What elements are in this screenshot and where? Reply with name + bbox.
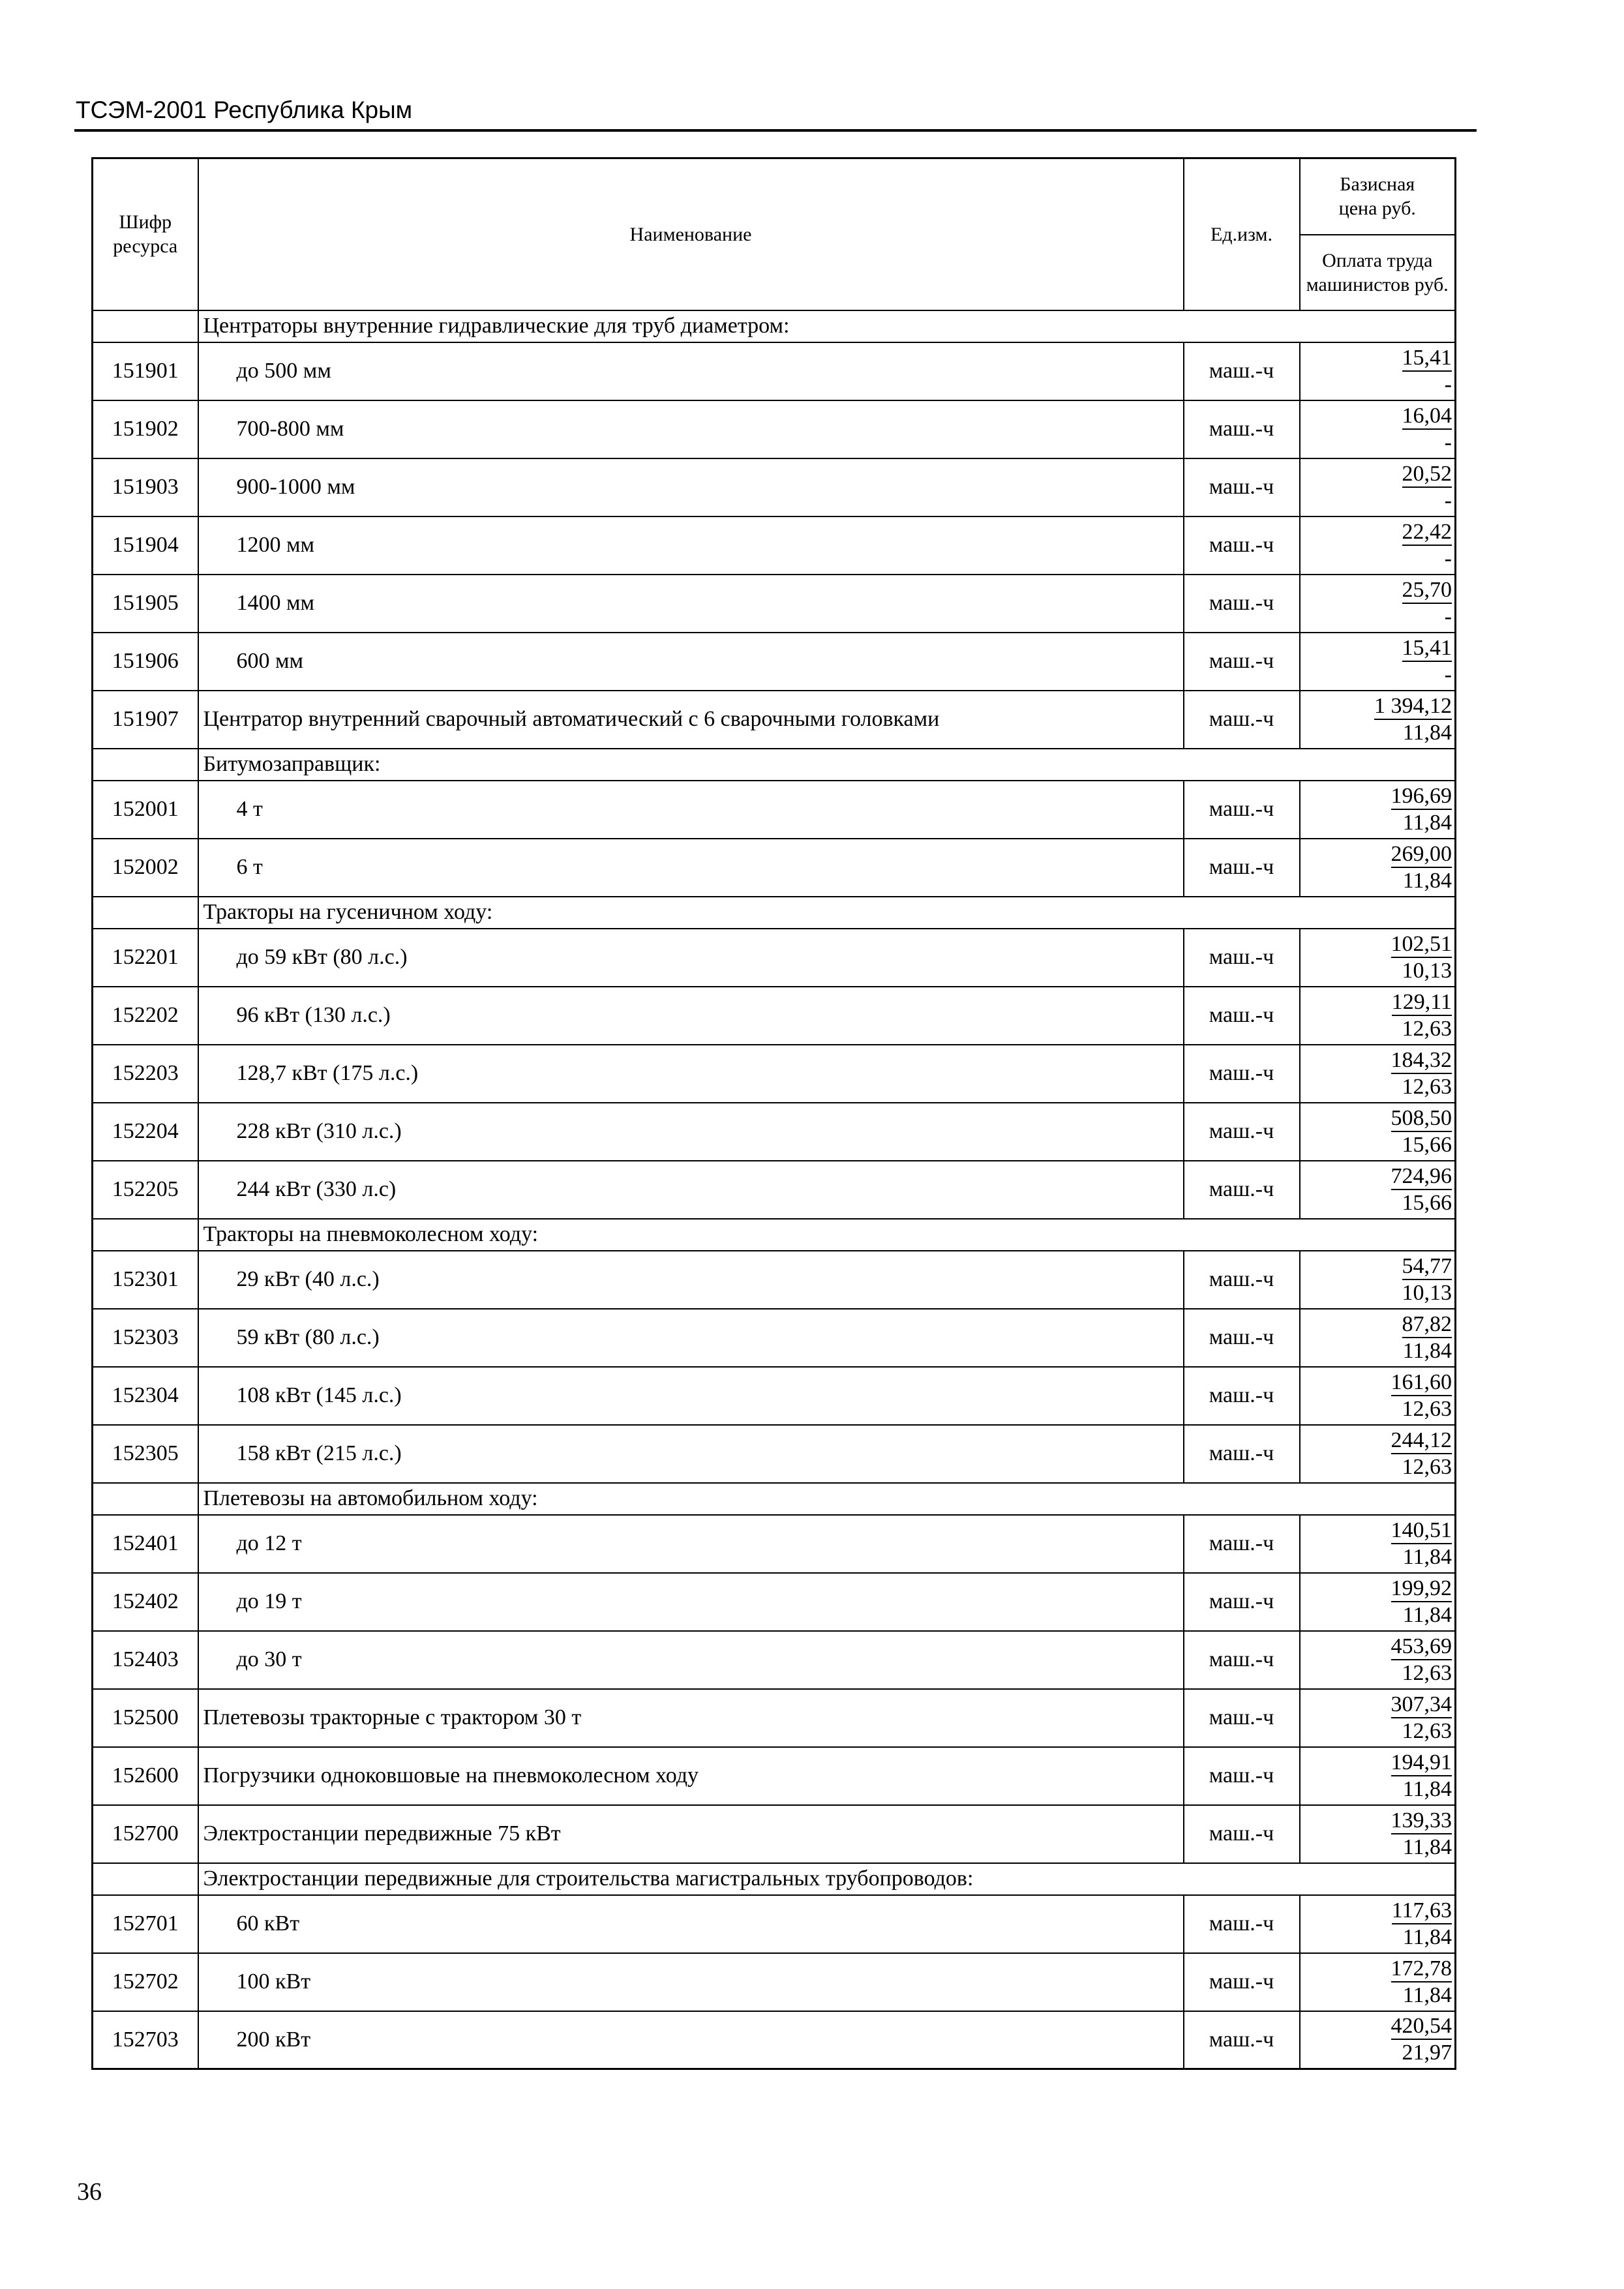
- unit-of-measure: маш.-ч: [1184, 1425, 1300, 1483]
- labor-cost: 11,84: [1402, 1544, 1452, 1569]
- unit-of-measure: маш.-ч: [1184, 1953, 1300, 2011]
- resource-name: Центратор внутренний сварочный автоматический с 6 сварочными головками: [198, 691, 1184, 749]
- price-cell: [1300, 575, 1456, 633]
- price-cell: [1300, 839, 1456, 897]
- resource-name: 29 кВт (40 л.с.): [198, 1251, 1184, 1309]
- resource-code: 152202: [93, 987, 198, 1045]
- unit-of-measure: маш.-ч: [1184, 633, 1300, 691]
- group-title: Плетевозы на автомобильном ходу:: [198, 1483, 1456, 1515]
- price-cell: [1300, 516, 1456, 575]
- table-row: [93, 575, 1456, 633]
- resource-code: 152303: [93, 1309, 198, 1367]
- unit-of-measure: маш.-ч: [1184, 1631, 1300, 1689]
- labor-cost: 12,63: [1402, 1016, 1452, 1041]
- labor-cost: 11,84: [1402, 1924, 1452, 1949]
- base-price: 184,32: [1391, 1048, 1452, 1074]
- resource-code: 152500: [93, 1689, 198, 1747]
- table-row: [93, 1895, 1456, 1953]
- base-price: 724,96: [1391, 1164, 1452, 1190]
- unit-of-measure: маш.-ч: [1184, 1251, 1300, 1309]
- price-cell: [1300, 2011, 1456, 2069]
- header-rule: [74, 129, 1477, 132]
- resource-name: до 12 т: [198, 1515, 1184, 1573]
- resource-code: 152402: [93, 1573, 198, 1631]
- page-number: 36: [77, 2178, 102, 2206]
- base-price: 25,70: [1402, 578, 1452, 604]
- labor-cost: 11,84: [1402, 1834, 1452, 1859]
- base-price: 196,69: [1391, 784, 1452, 810]
- resource-code: 151902: [93, 400, 198, 458]
- base-price: 420,54: [1391, 2014, 1452, 2040]
- labor-cost: 12,63: [1402, 1074, 1452, 1099]
- unit-of-measure: маш.-ч: [1184, 987, 1300, 1045]
- resource-name: 100 кВт: [198, 1953, 1184, 2011]
- price-cell: [1300, 1805, 1456, 1863]
- unit-of-measure: маш.-ч: [1184, 1103, 1300, 1161]
- unit-of-measure: маш.-ч: [1184, 516, 1300, 575]
- base-price: 102,51: [1391, 932, 1452, 958]
- base-price: 244,12: [1391, 1428, 1452, 1454]
- base-price: 194,91: [1391, 1750, 1452, 1776]
- group-header-row: [93, 1483, 1456, 1515]
- table-body: [93, 310, 1456, 2069]
- group-code-cell: [93, 310, 198, 342]
- labor-cost: 15,66: [1402, 1132, 1452, 1157]
- unit-of-measure: маш.-ч: [1184, 1689, 1300, 1747]
- base-price: 117,63: [1392, 1898, 1452, 1924]
- price-cell: [1300, 1631, 1456, 1689]
- price-cell: [1300, 633, 1456, 691]
- labor-cost: 10,13: [1402, 958, 1452, 983]
- group-header-row: [93, 897, 1456, 929]
- table-row: [93, 1251, 1456, 1309]
- table-row: [93, 929, 1456, 987]
- resource-code: 152702: [93, 1953, 198, 2011]
- resource-name: 6 т: [198, 839, 1184, 897]
- table-row: [93, 516, 1456, 575]
- resource-code: 151905: [93, 575, 198, 633]
- resource-name: 59 кВт (80 л.с.): [198, 1309, 1184, 1367]
- table-row: [93, 1161, 1456, 1219]
- price-cell: [1300, 1895, 1456, 1953]
- labor-cost: 11,84: [1402, 1776, 1452, 1801]
- group-title: Тракторы на гусеничном ходу:: [198, 897, 1456, 929]
- labor-cost: -: [1444, 604, 1452, 629]
- resource-code: 151906: [93, 633, 198, 691]
- resource-name: 244 кВт (330 л.с): [198, 1161, 1184, 1219]
- table-row: [93, 342, 1456, 400]
- resource-code: 152201: [93, 929, 198, 987]
- labor-cost: 21,97: [1402, 2041, 1452, 2065]
- table-row: [93, 1805, 1456, 1863]
- table-row: [93, 1515, 1456, 1573]
- unit-of-measure: маш.-ч: [1184, 1805, 1300, 1863]
- unit-of-measure: маш.-ч: [1184, 1747, 1300, 1805]
- labor-cost: 11,84: [1402, 1602, 1452, 1627]
- group-header-row: [93, 310, 1456, 342]
- base-price: 129,11: [1392, 990, 1452, 1016]
- resource-name: до 19 т: [198, 1573, 1184, 1631]
- price-cell: [1300, 1573, 1456, 1631]
- resource-name: 96 кВт (130 л.с.): [198, 987, 1184, 1045]
- labor-cost: -: [1444, 372, 1452, 396]
- resource-code: 152403: [93, 1631, 198, 1689]
- table-row: [93, 633, 1456, 691]
- price-cell: [1300, 1309, 1456, 1367]
- unit-of-measure: маш.-ч: [1184, 1309, 1300, 1367]
- base-price: 1 394,12: [1374, 694, 1452, 720]
- labor-cost: 12,63: [1402, 1718, 1452, 1743]
- unit-of-measure: маш.-ч: [1184, 781, 1300, 839]
- unit-of-measure: маш.-ч: [1184, 575, 1300, 633]
- unit-of-measure: маш.-ч: [1184, 1367, 1300, 1425]
- resource-code: 152700: [93, 1805, 198, 1863]
- base-price: 508,50: [1391, 1106, 1452, 1132]
- group-title: Электростанции передвижные для строительства магистральных трубопроводов:: [198, 1863, 1456, 1895]
- price-cell: [1300, 1953, 1456, 2011]
- resource-name: 200 кВт: [198, 2011, 1184, 2069]
- group-title: Битумозаправщик:: [198, 749, 1456, 781]
- resource-name: до 500 мм: [198, 342, 1184, 400]
- table-row: [93, 1309, 1456, 1367]
- table-row: [93, 691, 1456, 749]
- base-price: 307,34: [1391, 1692, 1452, 1718]
- base-price: 22,42: [1402, 520, 1452, 546]
- header-name: Наименование: [198, 158, 1184, 310]
- group-code-cell: [93, 1219, 198, 1251]
- price-cell: [1300, 458, 1456, 516]
- price-cell: [1300, 1251, 1456, 1309]
- resource-name: Электростанции передвижные 75 кВт: [198, 1805, 1184, 1863]
- resource-code: 152401: [93, 1515, 198, 1573]
- table-row: [93, 781, 1456, 839]
- table-row: [93, 1631, 1456, 1689]
- group-header-row: [93, 1219, 1456, 1251]
- base-price: 172,78: [1391, 1956, 1452, 1982]
- labor-cost: 11,84: [1402, 868, 1452, 893]
- price-cell: [1300, 1515, 1456, 1573]
- unit-of-measure: маш.-ч: [1184, 1045, 1300, 1103]
- price-cell: [1300, 1689, 1456, 1747]
- resource-name: до 30 т: [198, 1631, 1184, 1689]
- labor-cost: 12,63: [1402, 1396, 1452, 1421]
- resource-name: Плетевозы тракторные с трактором 30 т: [198, 1689, 1184, 1747]
- resource-code: 152701: [93, 1895, 198, 1953]
- price-cell: [1300, 691, 1456, 749]
- price-cell: [1300, 342, 1456, 400]
- group-code-cell: [93, 1863, 198, 1895]
- labor-cost: 11,84: [1402, 1982, 1452, 2007]
- unit-of-measure: маш.-ч: [1184, 929, 1300, 987]
- table-row: [93, 458, 1456, 516]
- table-row: [93, 1953, 1456, 2011]
- price-cell: [1300, 1045, 1456, 1103]
- resource-code: 151901: [93, 342, 198, 400]
- resource-name: 700-800 мм: [198, 400, 1184, 458]
- resource-code: 152205: [93, 1161, 198, 1219]
- table-row: [93, 2011, 1456, 2069]
- table-row: [93, 1367, 1456, 1425]
- unit-of-measure: маш.-ч: [1184, 400, 1300, 458]
- base-price: 15,41: [1402, 346, 1452, 372]
- resource-code: 152001: [93, 781, 198, 839]
- price-cell: [1300, 1747, 1456, 1805]
- resource-name: 4 т: [198, 781, 1184, 839]
- base-price: 20,52: [1402, 462, 1452, 488]
- unit-of-measure: маш.-ч: [1184, 1895, 1300, 1953]
- labor-cost: 11,84: [1402, 810, 1452, 835]
- resource-code: 152304: [93, 1367, 198, 1425]
- resource-code: 152002: [93, 839, 198, 897]
- resource-code: 152301: [93, 1251, 198, 1309]
- labor-cost: 11,84: [1402, 720, 1452, 745]
- unit-of-measure: маш.-ч: [1184, 1161, 1300, 1219]
- resource-name: 600 мм: [198, 633, 1184, 691]
- machine-price-table: [91, 157, 1456, 2070]
- resource-code: 152600: [93, 1747, 198, 1805]
- table-row: [93, 839, 1456, 897]
- table-row: [93, 1045, 1456, 1103]
- resource-code: 152703: [93, 2011, 198, 2069]
- unit-of-measure: маш.-ч: [1184, 342, 1300, 400]
- resource-code: 151904: [93, 516, 198, 575]
- group-code-cell: [93, 897, 198, 929]
- unit-of-measure: маш.-ч: [1184, 2011, 1300, 2069]
- resource-code: 152203: [93, 1045, 198, 1103]
- unit-of-measure: маш.-ч: [1184, 1515, 1300, 1573]
- labor-cost: 11,84: [1402, 1338, 1452, 1363]
- group-code-cell: [93, 1483, 198, 1515]
- price-cell: [1300, 929, 1456, 987]
- resource-code: 151907: [93, 691, 198, 749]
- labor-cost: -: [1444, 662, 1452, 687]
- resource-name: 900-1000 мм: [198, 458, 1184, 516]
- group-title: Тракторы на пневмоколесном ходу:: [198, 1219, 1456, 1251]
- price-cell: [1300, 781, 1456, 839]
- header-unit: Ед.изм.: [1184, 158, 1300, 310]
- base-price: 139,33: [1391, 1808, 1452, 1834]
- price-cell: [1300, 1161, 1456, 1219]
- resource-code: 152204: [93, 1103, 198, 1161]
- unit-of-measure: маш.-ч: [1184, 1573, 1300, 1631]
- resource-name: 1200 мм: [198, 516, 1184, 575]
- group-title: Центраторы внутренние гидравлические для труб диаметром:: [198, 310, 1456, 342]
- table-row: [93, 1689, 1456, 1747]
- labor-cost: -: [1444, 430, 1452, 455]
- resource-name: до 59 кВт (80 л.с.): [198, 929, 1184, 987]
- table-row: [93, 1103, 1456, 1161]
- resource-code: 151903: [93, 458, 198, 516]
- base-price: 161,60: [1391, 1370, 1452, 1396]
- resource-name: Погрузчики одноковшовые на пневмоколесном ходу: [198, 1747, 1184, 1805]
- resource-name: 158 кВт (215 л.с.): [198, 1425, 1184, 1483]
- resource-name: 60 кВт: [198, 1895, 1184, 1953]
- table-row: [93, 1747, 1456, 1805]
- unit-of-measure: маш.-ч: [1184, 839, 1300, 897]
- page-header-title: ТСЭМ-2001 Республика Крым: [76, 97, 413, 123]
- resource-name: 108 кВт (145 л.с.): [198, 1367, 1184, 1425]
- resource-name: 1400 мм: [198, 575, 1184, 633]
- base-price: 15,41: [1402, 636, 1452, 662]
- unit-of-measure: маш.-ч: [1184, 458, 1300, 516]
- header-code: Шифр ресурса: [93, 158, 198, 310]
- base-price: 140,51: [1391, 1518, 1452, 1544]
- base-price: 269,00: [1391, 842, 1452, 868]
- base-price: 453,69: [1391, 1634, 1452, 1660]
- table-row: [93, 987, 1456, 1045]
- price-cell: [1300, 1103, 1456, 1161]
- resource-name: 228 кВт (310 л.с.): [198, 1103, 1184, 1161]
- labor-cost: 10,13: [1402, 1280, 1452, 1305]
- table-row: [93, 1573, 1456, 1631]
- price-cell: [1300, 400, 1456, 458]
- labor-cost: -: [1444, 546, 1452, 571]
- price-cell: [1300, 1425, 1456, 1483]
- base-price: 16,04: [1402, 404, 1452, 430]
- labor-cost: 15,66: [1402, 1190, 1452, 1215]
- resource-name: 128,7 кВт (175 л.с.): [198, 1045, 1184, 1103]
- labor-cost: -: [1444, 488, 1452, 513]
- header-base-price: Базисная цена руб.: [1300, 158, 1456, 235]
- group-header-row: [93, 1863, 1456, 1895]
- labor-cost: 12,63: [1402, 1660, 1452, 1685]
- unit-of-measure: маш.-ч: [1184, 691, 1300, 749]
- resource-code: 152305: [93, 1425, 198, 1483]
- group-header-row: [93, 749, 1456, 781]
- labor-cost: 12,63: [1402, 1454, 1452, 1479]
- table-row: [93, 400, 1456, 458]
- header-labor-cost: Оплата труда машинистов руб.: [1300, 235, 1456, 310]
- price-cell: [1300, 1367, 1456, 1425]
- base-price: 199,92: [1391, 1576, 1452, 1602]
- group-code-cell: [93, 749, 198, 781]
- base-price: 87,82: [1402, 1312, 1452, 1338]
- base-price: 54,77: [1402, 1254, 1452, 1280]
- price-cell: [1300, 987, 1456, 1045]
- table-row: [93, 1425, 1456, 1483]
